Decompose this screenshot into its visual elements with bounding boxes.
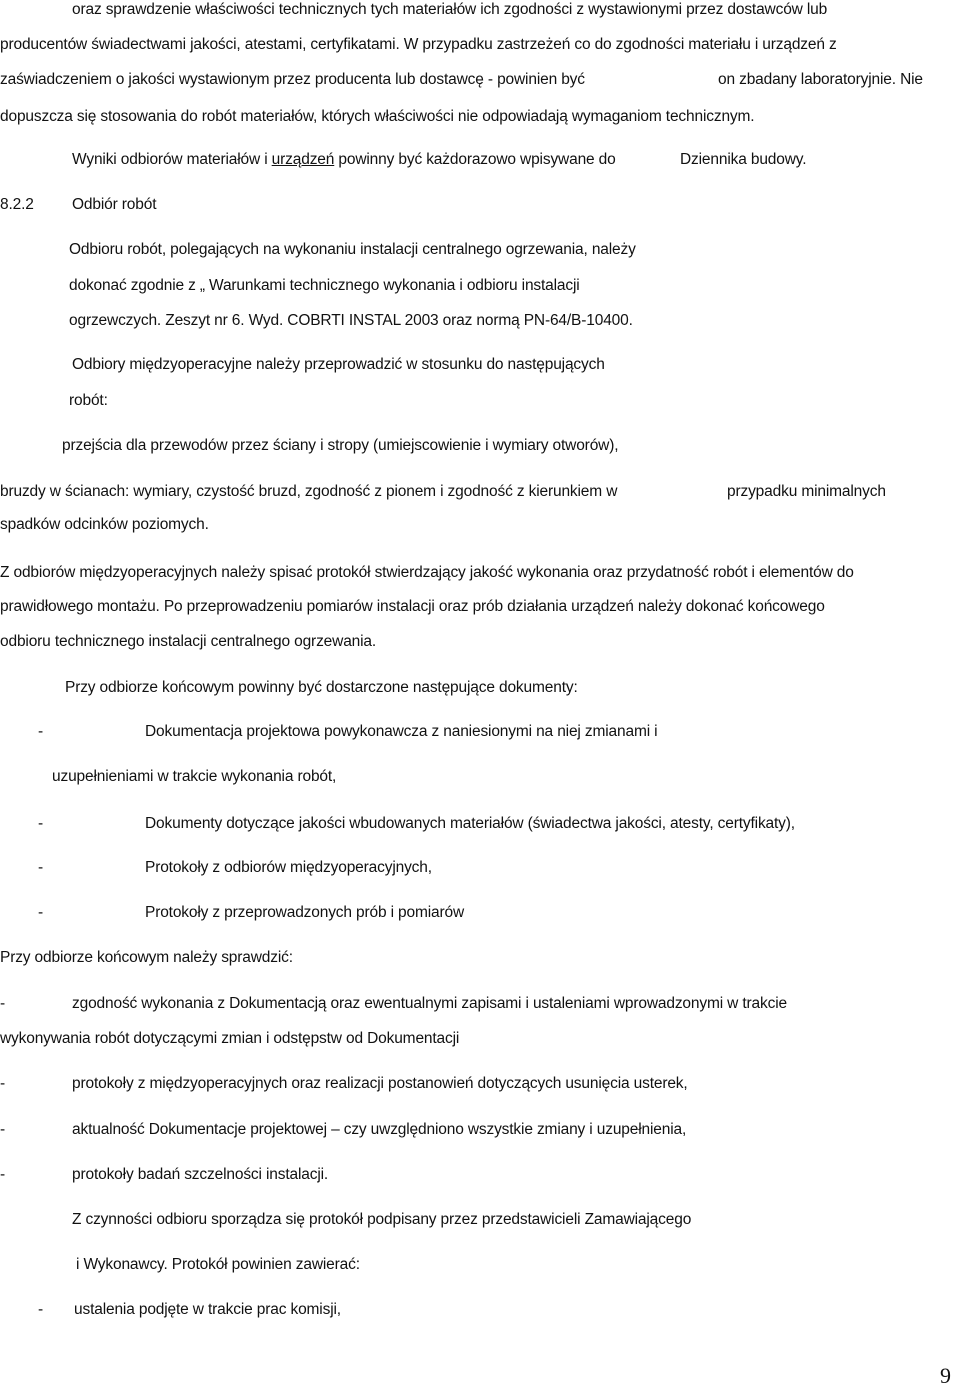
- text-span: Wyniki odbiorów materiałów i: [72, 151, 272, 168]
- list-dash: -: [38, 904, 44, 921]
- list-dash: -: [0, 1075, 6, 1092]
- text-line: Z czynności odbioru sporządza się protokół podpisany przez przedstawicieli Zamawiającego: [72, 1211, 692, 1228]
- text-line: Przy odbiorze końcowym należy sprawdzić:: [0, 949, 293, 966]
- list-dash: -: [38, 815, 44, 832]
- text-line: wykonywania robót dotyczącymi zmian i odstępstw od Dokumentacji: [0, 1030, 460, 1047]
- text-line: oraz sprawdzenie właściwości technicznych tych materiałów ich zgodności z wystawionymi przez dostawców lub: [72, 1, 828, 18]
- underlined-word: urządzeń: [271, 151, 335, 168]
- list-item: protokoły badań szczelności instalacji.: [72, 1166, 329, 1183]
- list-dash: -: [0, 995, 6, 1012]
- text-line: i Wykonawcy. Protokół powinien zawierać:: [76, 1256, 360, 1273]
- list-item: protokoły z międzyoperacyjnych oraz realizacji postanowień dotyczących usunięcia usterek,: [72, 1075, 688, 1092]
- text-span: powinny być każdorazowo wpisywane do: [334, 151, 616, 168]
- list-item: ustalenia podjęte w trakcie prac komisji,: [74, 1301, 341, 1318]
- list-dash: -: [38, 723, 44, 740]
- list-item: zgodność wykonania z Dokumentacją oraz ewentualnymi zapisami i ustaleniami wprowadzonymi w trakcie: [72, 995, 787, 1012]
- text-line: spadków odcinków poziomych.: [0, 516, 209, 533]
- list-dash: -: [38, 859, 44, 876]
- text-line: Przy odbiorze końcowym powinny być dostarczone następujące dokumenty:: [65, 679, 578, 696]
- list-dash: -: [0, 1166, 6, 1183]
- text-line: [72, 150, 616, 170]
- page-number: 9: [940, 1363, 951, 1388]
- list-dash: -: [0, 1121, 6, 1138]
- text-line: odbioru technicznego instalacji centralnego ogrzewania.: [0, 633, 377, 650]
- text-line: ogrzewczych. Zeszyt nr 6. Wyd. COBRTI INSTAL 2003 oraz normą PN-64/B-10400.: [69, 312, 633, 329]
- text-line: Z odbiorów międzyoperacyjnych należy spisać protokół stwierdzający jakość wykonania oraz przydatność robót i elementów do: [0, 564, 854, 581]
- section-title: Odbiór robót: [72, 196, 157, 213]
- text-line: producentów świadectwami jakości, atestami, certyfikatami. W przypadku zastrzeżeń co do zgodności materiału i urządzeń z: [0, 36, 837, 53]
- text-line: robót:: [69, 392, 108, 409]
- text-line: przypadku minimalnych: [727, 483, 886, 500]
- list-item: Dokumentacja projektowa powykonawcza z naniesionymi na niej zmianami i: [145, 723, 658, 740]
- list-item: Dokumenty dotyczące jakości wbudowanych materiałów (świadectwa jakości, atesty, certyfikaty),: [145, 815, 795, 832]
- list-dash: -: [38, 1301, 44, 1318]
- text-line: uzupełnieniami w trakcie wykonania robót,: [52, 768, 337, 785]
- text-line: prawidłowego montażu. Po przeprowadzeniu pomiarów instalacji oraz prób działania urządzeń należy dokonać końcowego: [0, 598, 825, 615]
- list-item: aktualność Dokumentacje projektowej – czy uwzględniono wszystkie zmiany i uzupełnienia,: [72, 1121, 687, 1138]
- list-item: Protokoły z odbiorów międzyoperacyjnych,: [145, 859, 432, 876]
- text-line: Odbioru robót, polegających na wykonaniu instalacji centralnego ogrzewania, należy: [69, 241, 636, 258]
- text-line: Odbiory międzyoperacyjne należy przeprowadzić w stosunku do następujących: [72, 356, 605, 373]
- text-line: dokonać zgodnie z „ Warunkami technicznego wykonania i odbioru instalacji: [69, 277, 580, 294]
- list-item: Protokoły z przeprowadzonych prób i pomiarów: [145, 904, 465, 921]
- text-line: on zbadany laboratoryjnie. Nie: [718, 71, 923, 88]
- text-line: dopuszcza się stosowania do robót materiałów, których właściwości nie odpowiadają wymaganiom technicznym.: [0, 108, 755, 125]
- text-line: Dziennika budowy.: [680, 151, 807, 168]
- text-line: bruzdy w ścianach: wymiary, czystość bruzd, zgodność z pionem i zgodność z kierunkiem w: [0, 483, 618, 500]
- text-line: przejścia dla przewodów przez ściany i stropy (umiejscowienie i wymiary otworów),: [62, 437, 619, 454]
- section-number: 8.2.2: [0, 196, 34, 213]
- text-line: zaświadczeniem o jakości wystawionym przez producenta lub dostawcę - powinien być: [0, 71, 585, 88]
